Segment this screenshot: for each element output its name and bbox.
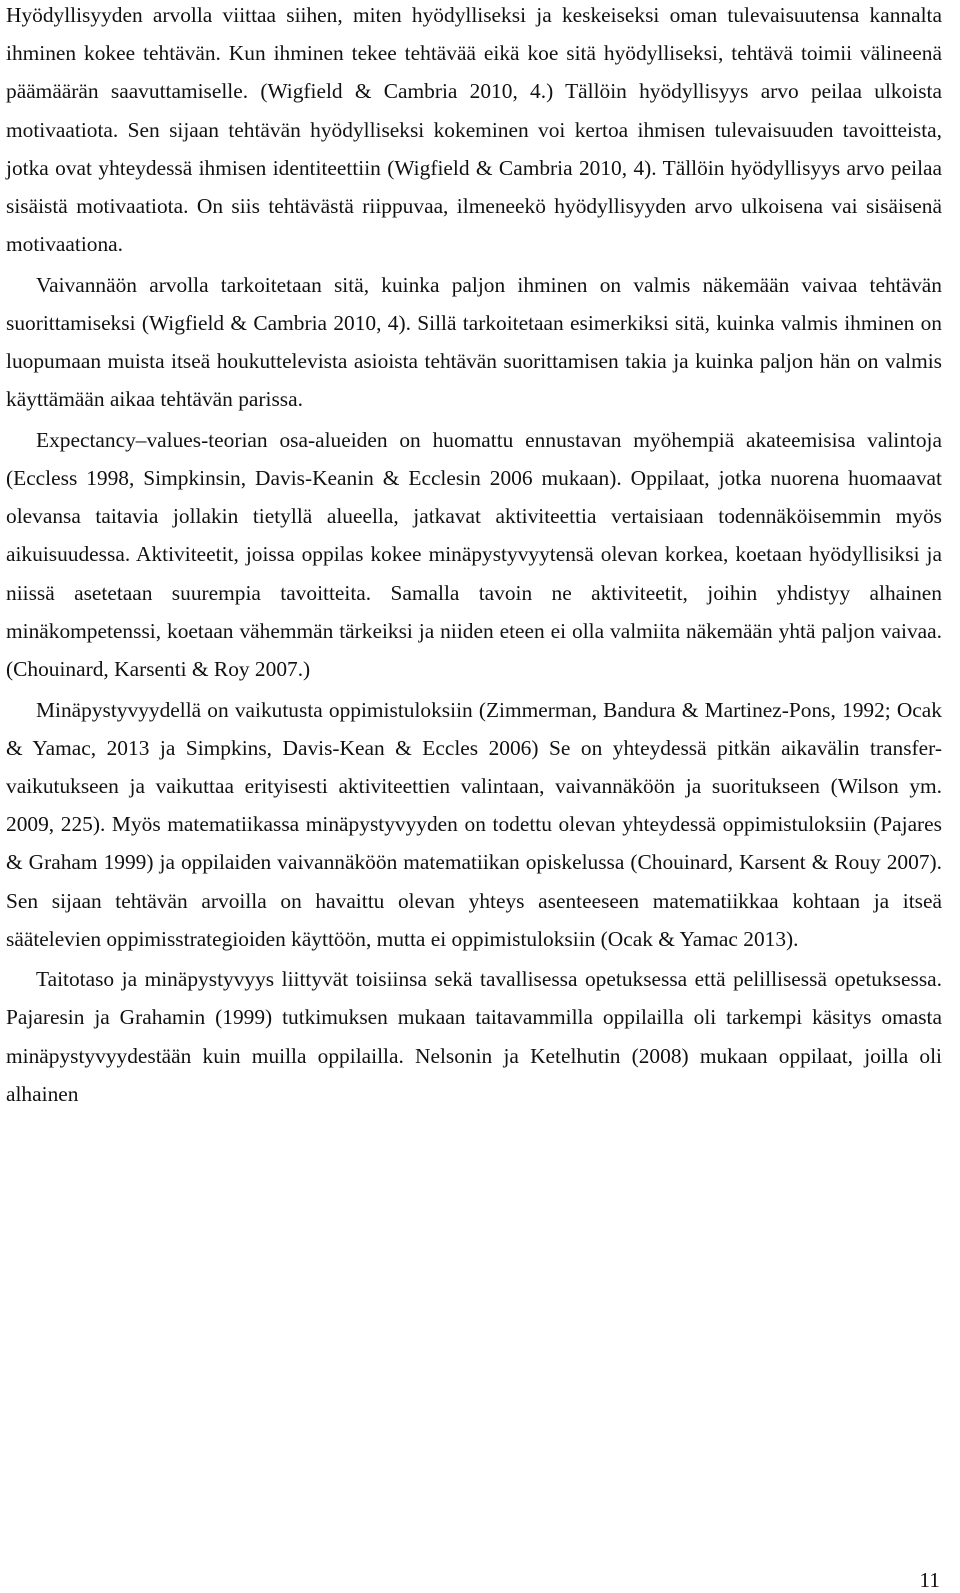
paragraph-expectancy-values: Expectancy–values-teorian osa-alueiden on huomattu ennustavan myöhempiä akateemisisa valintoja (Eccless 1998, Simpkinsin, Davis-Keanin & Ecclesin 2006 mukaan). Oppilaat, jotka nuorena huomaavat olevansa taitavia jollakin tietyllä alueella, jatkavat aktiviteettia vertaisiaan todennäköisemmin myös aikuisuudessa. Aktiviteetit, joissa oppilas kokee minäpystyvyytensä olevan korkea, koetaan hyödyllisiksi ja niissä asetetaan suurempia tavoitteita. Samalla tavoin ne aktiviteetit, joihin yhdistyy alhainen minäkompetenssi, koetaan vähemmän tärkeiksi ja niiden eteen ei olla valmiita näkemään yhtä paljon vaivaa. (Chouinard, Karsenti & Roy 2007.)	[6, 427, 942, 682]
body-text	[6, 0, 942, 1115]
paragraph-effort-value: Vaivannäön arvolla tarkoitetaan sitä, kuinka paljon ihminen on valmis näkemään vaivaa tehtävän suorittamiseksi (Wigfield & Cambria 2010, 4). Sillä tarkoitetaan esimerkiksi sitä, kuinka valmis ihminen on luopumaan muista itseä houkuttelevista asioista tehtävän suorittamisen takia ja kuinka paljon hän on valmis käyttämään aikaa tehtävän parissa.	[6, 272, 942, 412]
paragraph-skill-level: Taitotaso ja minäpystyvyys liittyvät toisiinsa sekä tavallisessa opetuksessa että pelillisessä opetuksessa. Pajaresin ja Grahamin (1999) tutkimuksen mukaan taitavammilla oppilailla oli tarkempi käsitys omasta minäpystyvyydestään kuin muilla oppilailla. Nelsonin ja Ketelhutin (2008) mukaan oppilaat, joilla oli alhainen	[6, 967, 942, 1106]
paragraph-self-efficacy: Minäpystyvyydellä on vaikutusta oppimistuloksiin (Zimmerman, Bandura & Martinez-Pons, 1992; Ocak & Yamac, 2013 ja Simpkins, Davis-Kean & Eccles 2006) Se on yhteydessä pitkän aikavälin transfer-vaikutukseen ja vaikuttaa erityisesti aktiviteettien valintaan, vaivannäköön ja suoritukseen (Wilson ym. 2009, 225). Myös matematiikassa minäpystyvyyden on todettu olevan yhteydessä oppimistuloksiin (Pajares & Graham 1999) ja oppilaiden vaivannäköön matematiikan opiskelussa (Chouinard, Karsent & Rouy 2007). Sen sijaan tehtävän arvoilla on havaittu olevan yhteys asenteeseen matematiikkaa kohtaan ja itseä säätelevien oppimisstrategioiden käyttöön, mutta ei oppimistuloksiin (Ocak & Yamac 2013).	[6, 697, 942, 951]
page-number: 11	[919, 1568, 940, 1592]
paragraph-utility-value: Hyödyllisyyden arvolla viittaa siihen, miten hyödylliseksi ja keskeiseksi oman tulevaisuutensa kannalta ihminen kokee tehtävän. Kun ihminen tekee tehtävää eikä koe sitä hyödylliseksi, tehtävä toimii välineenä päämäärän saavuttamiselle. (Wigfield & Cambria 2010, 4.) Tällöin hyödyllisyys arvo peilaa ulkoista motivaatiota. Sen sijaan tehtävän hyödylliseksi kokeminen voi kertoa ihmisen tulevaisuuden tavoitteista, jotka ovat yhteydessä ihmisen identiteettiin (Wigfield & Cambria 2010, 4). Tällöin hyödyllisyys arvo peilaa sisäistä motivaatiota. On siis tehtävästä riippuvaa, ilmeneekö hyödyllisyyden arvo ulkoisena vai sisäisenä motivaationa.	[6, 3, 942, 257]
